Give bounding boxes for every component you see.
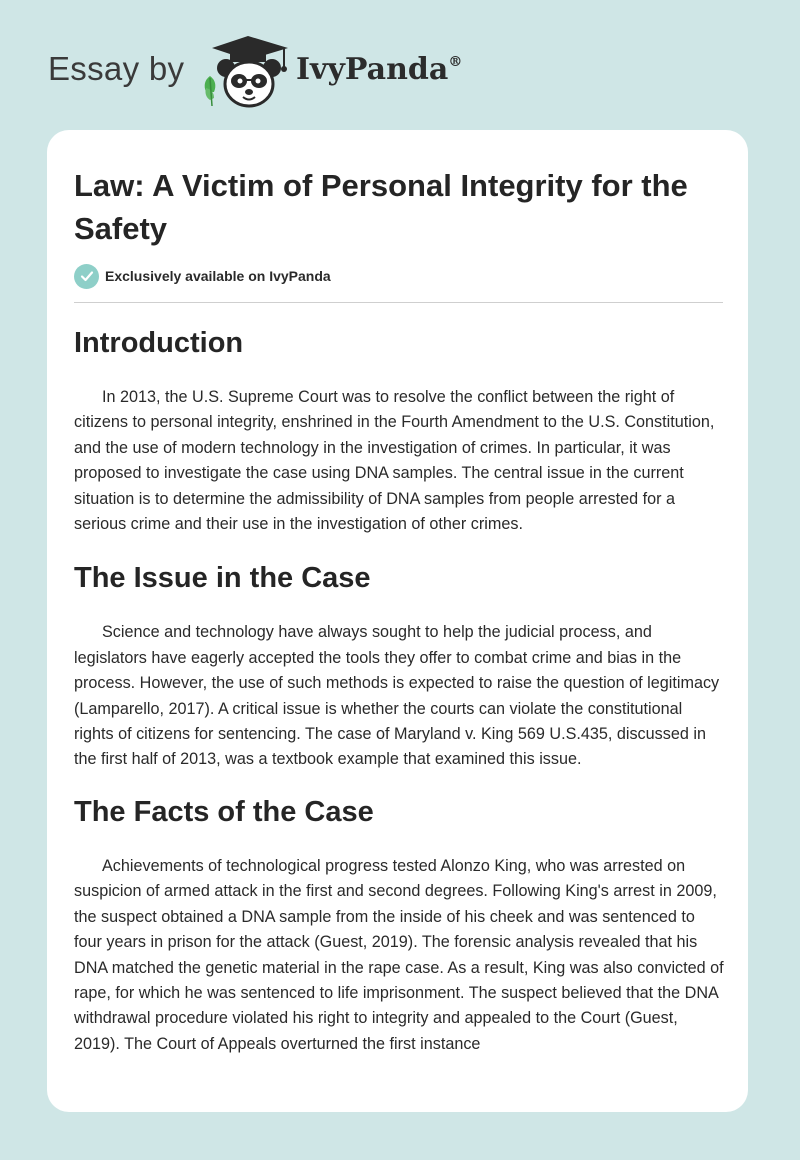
- essay-card: [47, 130, 748, 1112]
- registered-mark: ®: [448, 54, 463, 70]
- ivypanda-logo-icon[interactable]: [200, 34, 296, 112]
- section-issue: [74, 557, 724, 772]
- essay-by-label: Essay by: [48, 50, 185, 87]
- section-heading: The Facts of the Case: [74, 795, 374, 828]
- essay-title: Law: A Victim of Personal Integrity for the Safety: [74, 168, 688, 246]
- brand-name[interactable]: [296, 52, 462, 87]
- section-paragraph: Achievements of technological progress tested Alonzo King, who was arrested on suspicion of armed attack in the first and second degrees. Following King's arrest in 2009, the suspect obtained a DNA sample from the inside of his cheek and was sentenced to four years in prison for the attack (Guest, 2019). The forensic analysis revealed that his DNA matched the genetic material in the rape case. As a result, King was also convicted of rape, for which he was sentenced to life imprisonment. The suspect believed that the DNA withdrawal procedure violated his right to integrity and appealed to the Court (Guest, 2019). The Court of Appeals overturned the first instance: [74, 856, 724, 1053]
- divider: [74, 302, 723, 303]
- section-introduction: [74, 322, 724, 537]
- exclusive-badge: [74, 263, 331, 289]
- section-heading: Introduction: [74, 327, 244, 359]
- section-facts: [74, 791, 724, 1057]
- essay-body: [74, 322, 724, 1057]
- section-paragraph: Science and technology have always sought to help the judicial process, and legislators have eagerly accepted the tools they offer to combat crime and bias in the process. However, the use of such methods is expected to raise the question of legitimacy (Lamparello, 2017). A critical issue is whether the courts can violate the constitutional rights of citizens for sentencing. The case of Maryland v. King 569 U.S.435, discussed in the first half of 2013, was a textbook example that examined this issue.: [74, 623, 720, 769]
- section-heading: The Issue in the Case: [74, 562, 371, 595]
- section-paragraph: In 2013, the U.S. Supreme Court was to resolve the conflict between the right of citizens to personal integrity, enshrined in the Fourth Amendment to the U.S. Constitution, and the use of modern technology in the investigation of crimes. In particular, it was proposed to investigate the case using DNA samples. The central issue in the current situation is to determine the admissibility of DNA samples from people arrested for a serious crime and their use in the investigation of other crimes.: [74, 388, 715, 534]
- exclusive-label: Exclusively available on IvyPanda: [105, 268, 331, 284]
- site-header: [0, 0, 800, 128]
- checkmark-icon: [74, 264, 99, 289]
- brand-text: IvyPanda: [296, 52, 449, 87]
